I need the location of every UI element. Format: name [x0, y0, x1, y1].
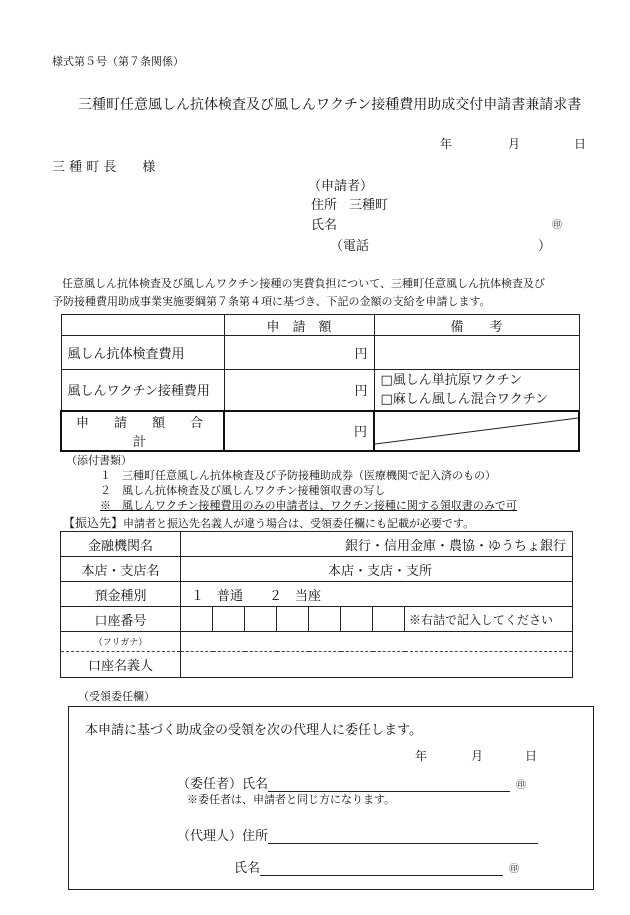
table-row	[61, 632, 573, 652]
deposit-type-field[interactable]	[181, 582, 573, 607]
yen-unit: 円	[353, 425, 367, 440]
total-amount-field[interactable]	[224, 411, 374, 451]
agent-seal: ㊞	[509, 864, 520, 875]
transfer-heading-label: 【振込先】	[63, 516, 124, 530]
delegator-note: ※委任者は、申請者と同じ方になります。	[187, 793, 396, 806]
agent-name-row	[234, 857, 519, 876]
account-digit-box[interactable]	[181, 607, 213, 632]
furigana-label: （フリガナ）	[61, 632, 181, 652]
deposit-type-options: １ 普通 ２ 当座	[191, 588, 322, 604]
delegation-date-year: 年	[415, 749, 428, 763]
table-header-notes: 備 考	[374, 315, 579, 336]
applicant-address-label: 住所	[311, 198, 338, 213]
branch-name-field[interactable]	[181, 557, 573, 582]
body-text-line1: 任意風しん抗体検査及び風しんワクチン接種の実費負担について、三種町任意風しん抗体検査及び	[62, 277, 546, 290]
account-digit-box[interactable]	[341, 607, 373, 632]
seal-mark: ㊞	[552, 220, 562, 231]
transfer-heading-note: 申請者と振込先名義人が違う場合は、受領委任欄にも記載が必要です。	[123, 517, 475, 530]
page-title: 三種町任意風しん抗体検査及び風しんワクチン接種費用助成交付申請書兼請求書	[78, 97, 582, 113]
table-header-blank	[61, 315, 224, 336]
branch-name-label: 本店・支店名	[61, 557, 181, 582]
table-row	[61, 607, 573, 632]
agent-address-line[interactable]	[268, 829, 538, 844]
table-header-amount: 申 請 額	[224, 315, 374, 336]
checkbox-mr-combined-vaccine[interactable]: □麻しん風しん混合ワクチン	[380, 391, 549, 407]
row-label-antibody-test: 風しん抗体検査費用	[61, 336, 224, 370]
delegator-seal: ㊞	[516, 780, 527, 791]
bank-name-field[interactable]	[181, 532, 573, 557]
branch-name-options: 本店・支店・支所	[328, 563, 433, 579]
applicant-name-label: 氏名	[311, 218, 338, 233]
account-number-label: 口座番号	[61, 607, 181, 632]
body-text-line2: 予防接種費用助成事業実施要綱第７条第４項に基づき、下記の金額の支給を申請します。	[52, 295, 491, 308]
delegation-heading: （受領委任欄）	[78, 690, 155, 703]
bank-name-options: 銀行・信用金庫・農協・ゆうちょ銀行	[345, 538, 567, 554]
applicant-phone-close: ）	[538, 239, 552, 254]
account-digit-box[interactable]	[213, 607, 245, 632]
applicant-address-value: 三種町	[349, 198, 389, 213]
table-row	[61, 557, 573, 582]
applicant-phone-open: （電話	[330, 239, 370, 254]
delegation-box	[68, 706, 594, 890]
table-row	[61, 336, 579, 370]
agent-address-label: （代理人）住所	[177, 829, 269, 844]
table-row-total	[61, 411, 579, 451]
bank-transfer-table	[60, 531, 573, 678]
date-month-label: 月	[508, 137, 521, 151]
total-notes-struck	[374, 411, 579, 451]
agent-name-label: 氏名	[234, 861, 261, 876]
attachment-note: ※ 風しんワクチン接種費用のみの申請者は、ワクチン接種に関する領収書のみで可	[100, 499, 517, 512]
applicant-heading: （申請者）	[308, 179, 374, 194]
date-day-label: 日	[574, 137, 587, 151]
date-year-label: 年	[440, 137, 453, 151]
account-number-note: ※右詰で記入してください	[405, 607, 573, 632]
form-number: 様式第５号（第７条関係）	[52, 55, 184, 68]
amount-field-antibody-test[interactable]	[224, 336, 374, 370]
agent-address-row	[177, 825, 538, 844]
delegation-date-day: 日	[525, 749, 538, 763]
delegation-statement: 本申請に基づく助成金の受領を次の代理人に委任します。	[85, 723, 422, 738]
attachment-item-2: ２ 風しん抗体検査及び風しんワクチン接種領収書の写し	[100, 484, 386, 497]
diagonal-strike-line	[375, 417, 578, 445]
transfer-heading	[63, 514, 474, 531]
account-digit-box[interactable]	[373, 607, 405, 632]
total-label: 申 請 額 合 計	[61, 411, 224, 451]
delegator-name-line[interactable]	[268, 777, 510, 792]
attachments-heading: （添付書類）	[66, 454, 132, 467]
row-label-vaccine: 風しんワクチン接種費用	[61, 370, 224, 411]
addressee: 三 種 町 長 様	[52, 160, 156, 175]
table-row	[61, 532, 573, 557]
account-digit-box[interactable]	[245, 607, 277, 632]
delegator-name-label: （委任者）氏名	[177, 777, 269, 792]
amount-field-vaccine[interactable]	[224, 370, 374, 411]
checkbox-single-antigen-vaccine[interactable]: □風しん単抗原ワクチン	[380, 372, 523, 388]
agent-name-line[interactable]	[260, 861, 503, 876]
yen-unit: 円	[354, 384, 368, 400]
table-row	[61, 652, 573, 678]
delegator-row	[177, 773, 526, 792]
account-holder-field[interactable]	[181, 652, 573, 678]
account-digit-box[interactable]	[277, 607, 309, 632]
attachment-item-1: １ 三種町任意風しん抗体検査及び予防接種助成券（医療機関で記入済のもの）	[100, 469, 496, 482]
deposit-type-label: 預金種別	[61, 582, 181, 607]
notes-field-antibody-test	[374, 336, 579, 370]
vaccine-type-options	[374, 370, 579, 411]
table-row	[61, 370, 579, 411]
furigana-field[interactable]	[181, 632, 573, 652]
application-amount-table	[60, 314, 580, 452]
account-digit-box[interactable]	[309, 607, 341, 632]
delegation-date-month: 月	[471, 749, 484, 763]
yen-unit: 円	[354, 347, 368, 362]
table-row	[61, 582, 573, 607]
bank-name-label: 金融機関名	[61, 532, 181, 557]
account-holder-label: 口座名義人	[61, 652, 181, 678]
